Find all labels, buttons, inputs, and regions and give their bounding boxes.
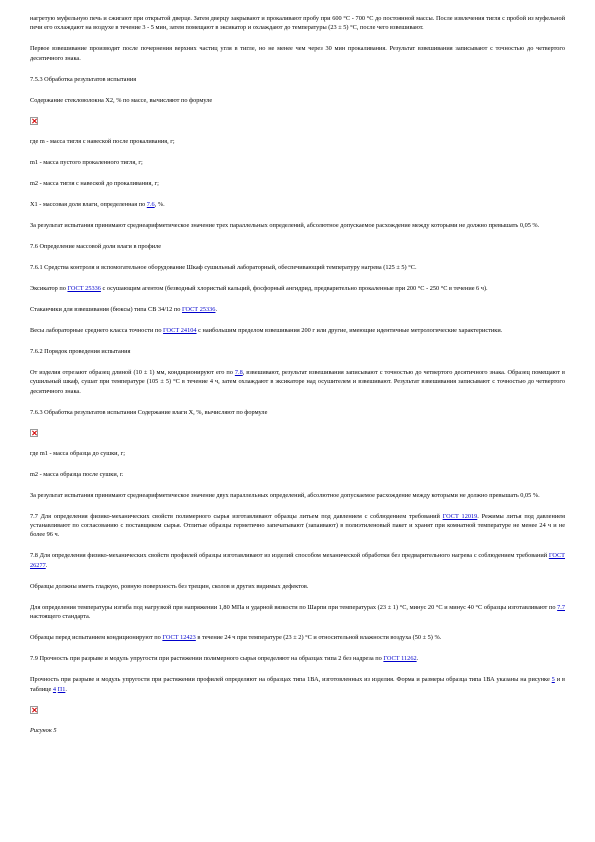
paragraph (30, 242, 565, 251)
paragraph (30, 603, 565, 622)
reference-link[interactable]: ГОСТ 25336 (67, 284, 101, 292)
paragraph (30, 96, 565, 105)
paragraph (30, 305, 565, 314)
paragraph (30, 654, 565, 663)
paragraph (30, 137, 565, 146)
text-segment: 7.9 Прочность при разрыве и модуль упругости при растяжении полимерного сырья определяют на образцах типа 2 без надреза по (30, 655, 384, 663)
text-segment: m2 - масса тигля с навеской до прокаливания, г; (30, 179, 159, 187)
text-segment: Стаканчики для взвешивания (бюксы) типа СВ 34/12 по (30, 305, 182, 313)
text-segment: m2 - масса образца после сушки, г. (30, 470, 124, 478)
broken-image-icon (30, 117, 38, 125)
paragraph (30, 158, 565, 167)
text-segment: Для определения температуры изгиба под нагрузкой при напряжении 1,80 МПа и ударной вязкости по Шарпи при температурах (23 ± 1) °С, минус 20 °С и минус 40 °С образцы изготавливают по (30, 603, 558, 611)
text-segment: За результат испытания принимают среднеарифметическое значение трех параллельных определений, абсолютное допускаемое расхождение между которыми не должно превышать 0,05 %. (30, 221, 540, 229)
text-segment: . (215, 305, 218, 313)
paragraph (30, 75, 565, 84)
text-segment: Х1 - массовая доля влаги, определенная по (30, 200, 147, 208)
text-segment: Образцы перед испытанием кондиционируют по (30, 634, 163, 642)
figure-caption (30, 726, 565, 735)
text-segment: , взвешивают, результат взвешивания записывают с точностью до четвертого десятичного знака. Образец помещают в сушильный шкаф, сушат при температуре (105 ± 5) °С в течение 4 ч, затем охлаждают в эксикаторе над осушителем и взвешивают. Результат взвешивания записывают с точностью до четвертого десятичного знака. (30, 368, 565, 395)
text-segment: и в таблице (30, 676, 565, 693)
paragraph (30, 470, 565, 479)
paragraph (30, 326, 565, 335)
text-segment: m1 - масса пустого прокаленного тигля, г; (30, 158, 143, 166)
reference-link[interactable]: ГОСТ 11262 (383, 655, 417, 663)
text-segment: 7.8 Для определения физико-механических свойств профилей образцы изготавливают из изделий способом механической обработки без предварительного нагрева с соблюдением требований (30, 552, 549, 560)
text-segment: Содержание стекловолокна Х2, % по массе, вычисляют по формуле (30, 96, 213, 104)
reference-link[interactable]: ГОСТ 12423 (162, 634, 196, 642)
paragraph (30, 582, 565, 591)
reference-link[interactable]: 7.7 (557, 603, 565, 611)
text-segment: 7.5.3 Обработка результатов испытания (30, 75, 137, 83)
text-segment: , %. (154, 200, 165, 208)
reference-link[interactable]: ГОСТ 24104 (163, 326, 197, 334)
text-segment: За результат испытания принимают среднеарифметическое значение двух параллельных определений, абсолютное допускаемое расхождение между которыми не должно превышать 0,05 %. (30, 491, 540, 499)
paragraph (30, 368, 565, 396)
reference-link[interactable]: ГОСТ 26277 (30, 552, 565, 569)
text-segment: с наибольшим пределом взвешивания 200 г или другие, имеющие идентичные метрологические характеристики. (196, 326, 503, 334)
text-segment: Прочность при разрыве и модуль упругости при растяжении профилей определяют на образцах типа 1ВА, изготовленных из изделия. Форма и размеры образца типа 1ВА указаны на рисунке (30, 676, 552, 684)
text-segment: . (65, 685, 67, 693)
text-segment: Рисунок 5 (30, 726, 57, 734)
text-segment: 7.7 Для определения физико-механических свойств полимерного сырья изготавливают образцы литьем под давлением с соблюдением требований (30, 512, 443, 520)
text-segment: в течение 24 ч при температуре (23 ± 2) °С и относительной влажности воздуха (50 ± 5) %. (195, 634, 442, 642)
reference-link[interactable]: ГОСТ 12019 (442, 512, 478, 520)
text-segment: Образцы должны иметь гладкую, ровную поверхность без трещин, сколов и других видимых дефектов. (30, 582, 309, 590)
text-segment: нагретую муфельную печь и сжигают при открытой дверце. Затем дверцу закрывают и прокаливают пробу при 600 °С - 700 °С до постоянной массы. После извлечения тигля с пробой из муфельной печи его охлаждают на воздухе в течение 3 - 5 мин, затем помещают в эксикатор и охлаждают до температуры (23 ± 5) °С, после чего взвешивают. (30, 15, 565, 32)
paragraph (30, 347, 565, 356)
formula-image-placeholder (30, 429, 565, 449)
paragraph (30, 633, 565, 642)
reference-link[interactable]: П1 (57, 685, 66, 693)
text-segment: Весы лабораторные среднего класса точности по (30, 326, 164, 334)
paragraph (30, 512, 565, 540)
formula-image-placeholder (30, 706, 565, 726)
text-segment: где m - масса тигля с навеской после прокаливания, г; (30, 137, 175, 145)
text-segment: Эксикатор по (30, 284, 68, 292)
text-segment: 7.6 Определение массовой доли влаги в профиле (30, 242, 162, 250)
paragraph (30, 14, 565, 33)
text-segment: Первое взвешивание производят после почернения верхних частиц угля в тигле, но не менее чем через 30 мин прокаливания. Результат взвешивания записывают с точностью до четвертого десятичного знака. (30, 45, 565, 62)
text-segment: настоящего стандарта. (30, 613, 91, 621)
reference-link[interactable]: 7.6 (146, 200, 155, 208)
text-segment: 7.6.2 Порядок проведения испытания (30, 347, 131, 355)
reference-link[interactable]: ГОСТ 25336 (181, 305, 216, 313)
paragraph (30, 284, 565, 293)
paragraph (30, 491, 565, 500)
text-segment: 7.6.1 Средства контроля и вспомогательное оборудование Шкаф сушильный лабораторный, обеспечивающий температуру нагрева (125 ± 5) °С. (30, 263, 417, 271)
reference-link[interactable]: 5 (551, 676, 555, 684)
paragraph (30, 200, 565, 209)
paragraph (30, 449, 565, 458)
text-segment: 7.6.3 Обработка результатов испытания Содержание влаги Х, %, вычисляют по формуле (30, 408, 268, 416)
text-segment: . Режимы литья под давлением устанавливают по согласованию с поставщиком сырья. Отлитые образцы герметично запечатывают (запаивают) в полиэтиленовый пакет и хранят при комнатной температуре не менее 24 ч и не более 96 ч. (30, 512, 565, 539)
text-segment: где m1 - масса образца до сушки, г; (30, 449, 125, 457)
paragraph (30, 675, 565, 694)
reference-link[interactable]: 7.8 (234, 368, 243, 376)
paragraph (30, 551, 565, 570)
text-segment: с осушающим агентом (безводный хлористый кальций, фосфорный ангидрид, предварительно прокаленные при 200 °С - 250 °С в течение 6 ч). (100, 284, 488, 292)
text-segment: От изделия отрезают образец длиной (10 ± 1) мм, кондиционируют его по (30, 368, 235, 376)
broken-image-icon (30, 706, 38, 714)
text-segment: . (416, 655, 419, 663)
text-segment: . (45, 561, 48, 569)
paragraph (30, 408, 565, 417)
paragraph (30, 263, 565, 272)
paragraph (30, 221, 565, 230)
paragraph (30, 44, 565, 63)
paragraph (30, 179, 565, 188)
broken-image-icon (30, 429, 38, 437)
reference-link[interactable]: 4 (52, 685, 57, 693)
formula-image-placeholder (30, 117, 565, 137)
